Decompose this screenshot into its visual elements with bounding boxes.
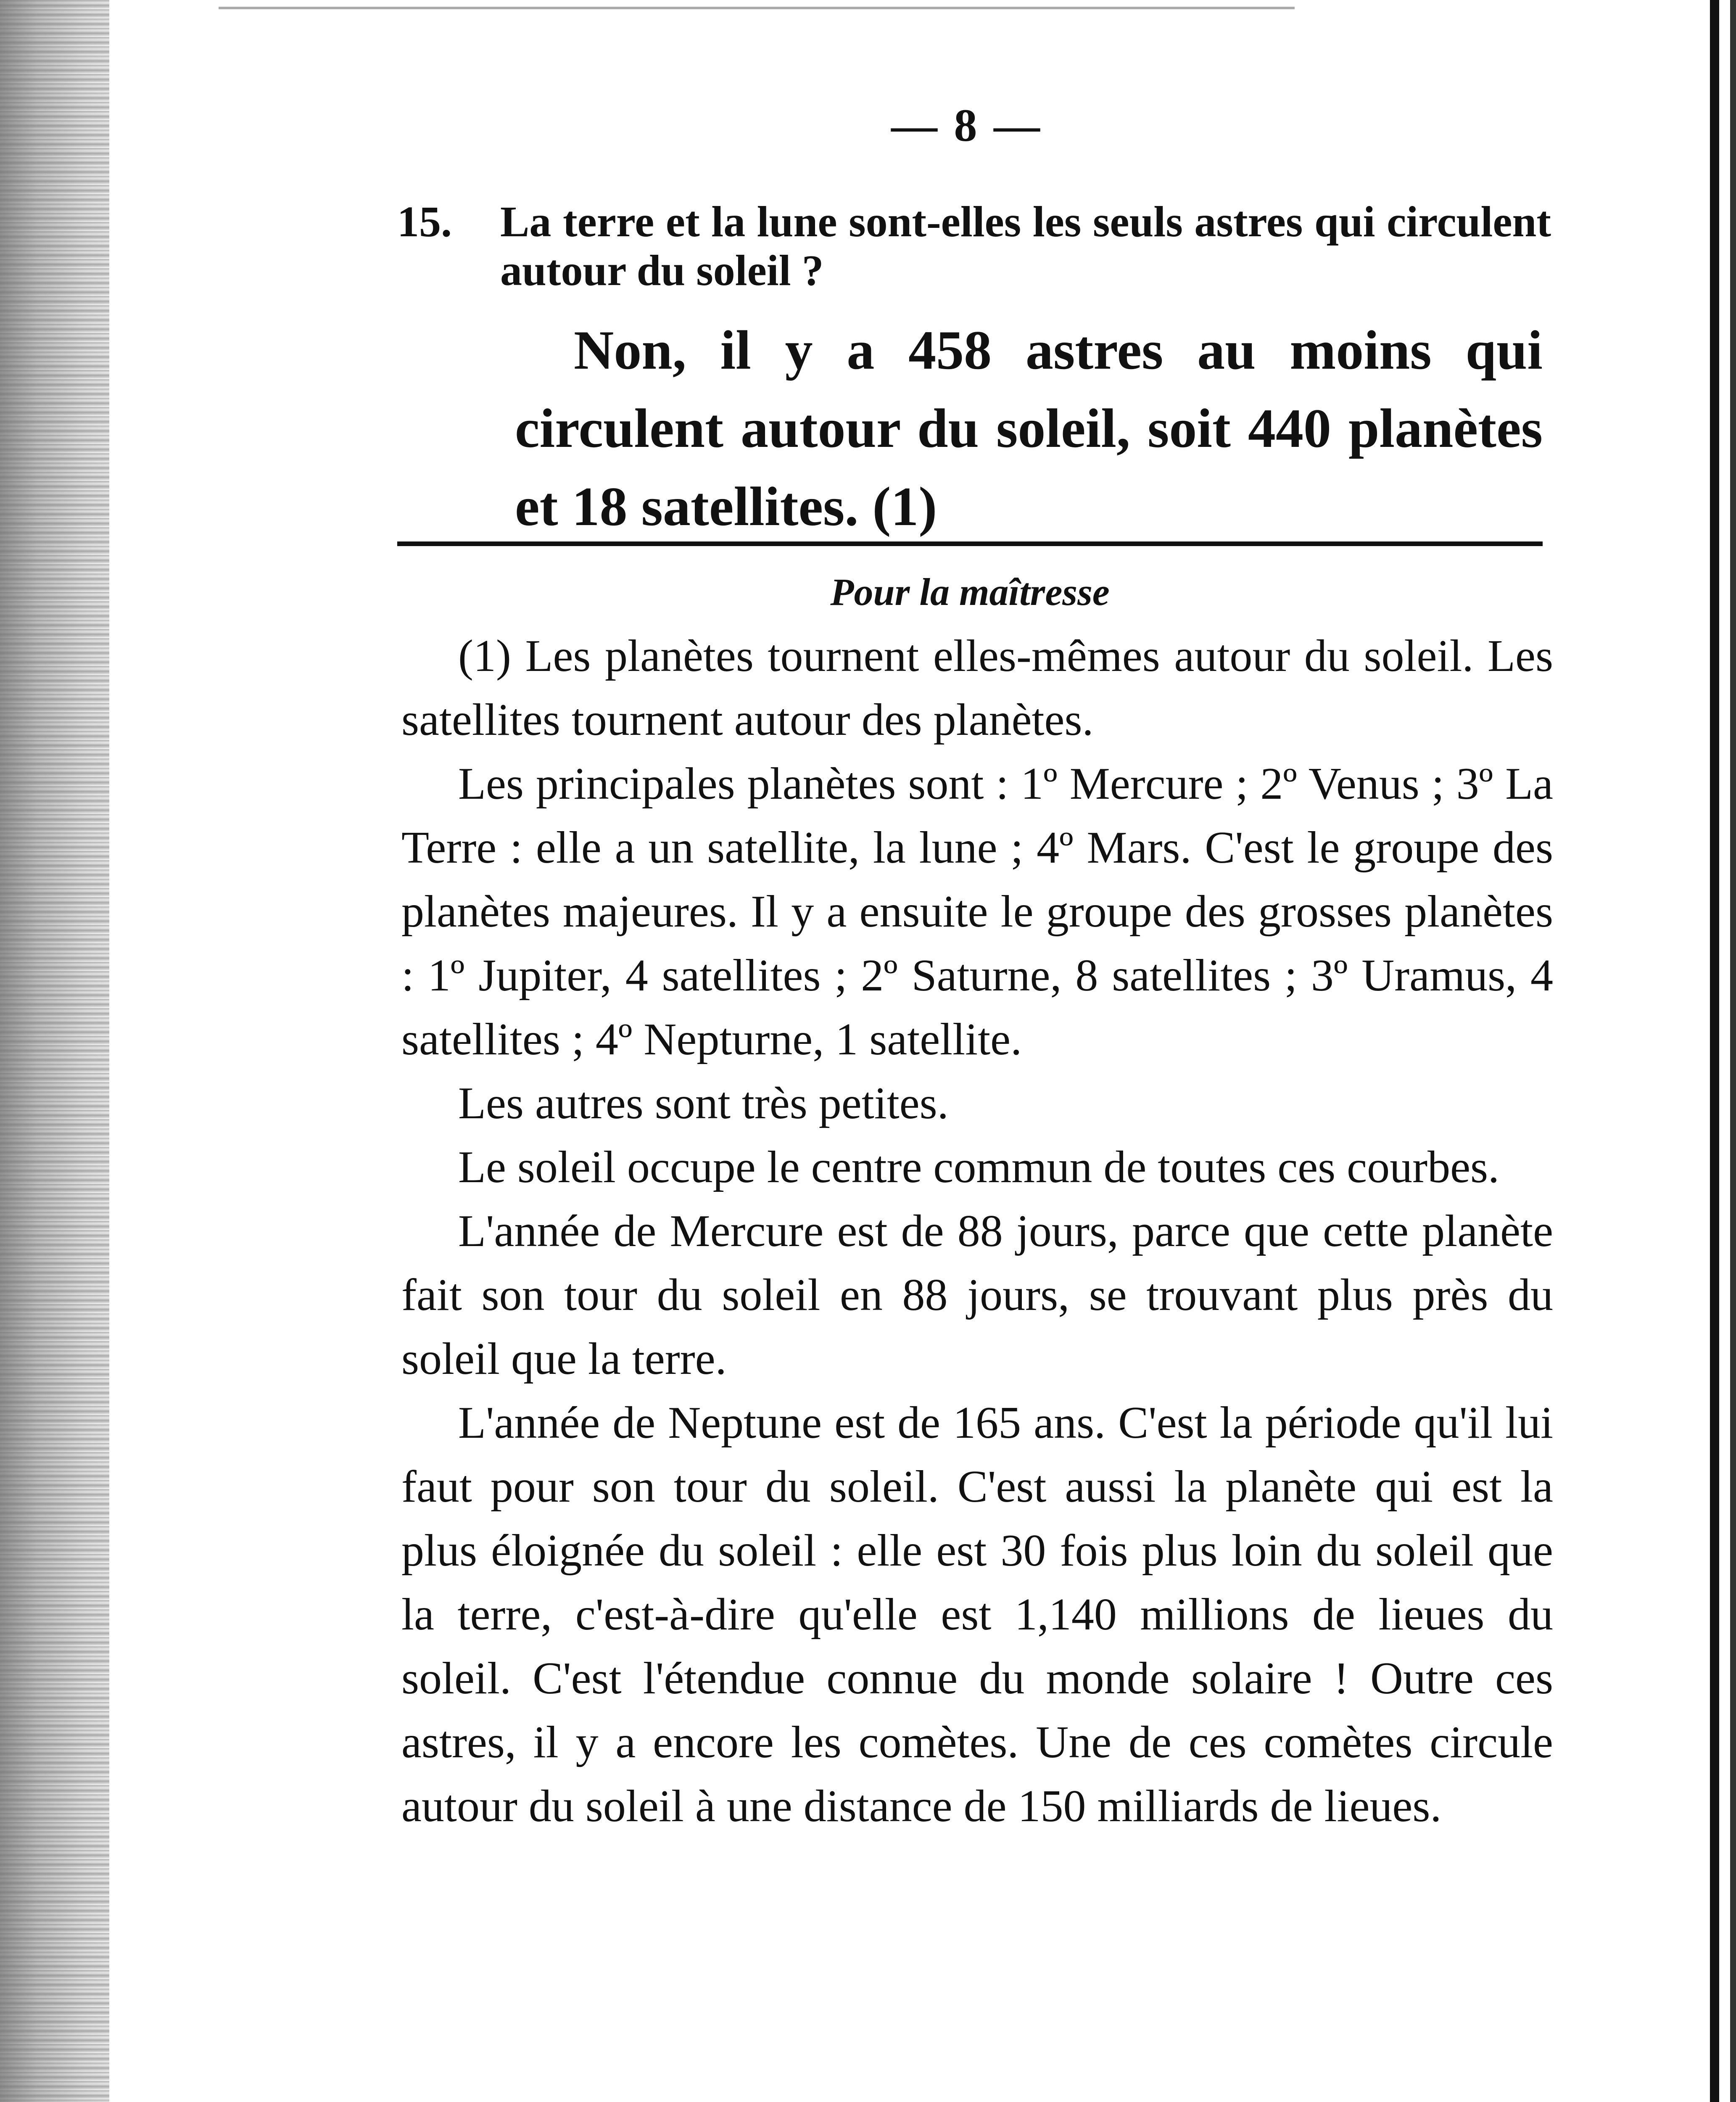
note-paragraph: L'année de Mercure est de 88 jours, parce que cette planète fait son tour du soleil en 88 jours, se trouvant plus près du soleil que la terre. — [401, 1206, 1553, 1384]
note-body — [401, 624, 1553, 1838]
question-number: 15. — [397, 198, 452, 246]
scan-left-edge — [0, 0, 109, 2102]
note-paragraph: Les autres sont très petites. — [458, 1078, 949, 1128]
scan-right-border — [1730, 0, 1736, 2102]
question-text: La terre et la lune sont-elles les seuls astres qui circulent autour du soleil ? — [500, 198, 1551, 295]
answer-text: Non, il y a 458 astres au moins qui circulent autour du soleil, soit 440 planètes et 18 satellites. (1) — [515, 319, 1543, 537]
scan-right-edge — [1710, 0, 1719, 2102]
section-divider — [397, 541, 1543, 546]
note-paragraph: L'année de Neptune est de 165 ans. C'est la période qu'il lui faut pour son tour du soleil. C'est aussi la planète qui est la plus éloignée du soleil : elle est 30 fois plus loin du soleil que la terre, c'est-à-dire qu'elle est 1,140 millions de lieues du soleil. C'est l'étendue connue du monde solaire ! Outre ces astres, il y a encore les comètes. Une de ces comètes circule autour du soleil à une distance de 150 milliards de lieues. — [401, 1398, 1553, 1831]
page-number: — 8 — — [891, 100, 1042, 151]
note-paragraph: (1) Les planètes tournent elles-mêmes autour du soleil. Les satellites tournent autour des planètes. — [401, 631, 1553, 745]
note-title: Pour la maîtresse — [830, 570, 1110, 613]
note-paragraph: Le soleil occupe le centre commun de toutes ces courbes. — [458, 1142, 1500, 1192]
scan-top-mark — [219, 7, 1295, 9]
note-paragraph: Les principales planètes sont : 1º Mercure ; 2º Venus ; 3º La Terre : elle a un satellite, la lune ; 4º Mars. C'est le groupe des planètes majeures. Il y a ensuite le groupe des grosses planètes : 1º Jupiter, 4 satellites ; 2º Saturne, 8 satellites ; 3º Uramus, 4 satellites ; 4º Nepturne, 1 satellite. — [401, 759, 1553, 1064]
